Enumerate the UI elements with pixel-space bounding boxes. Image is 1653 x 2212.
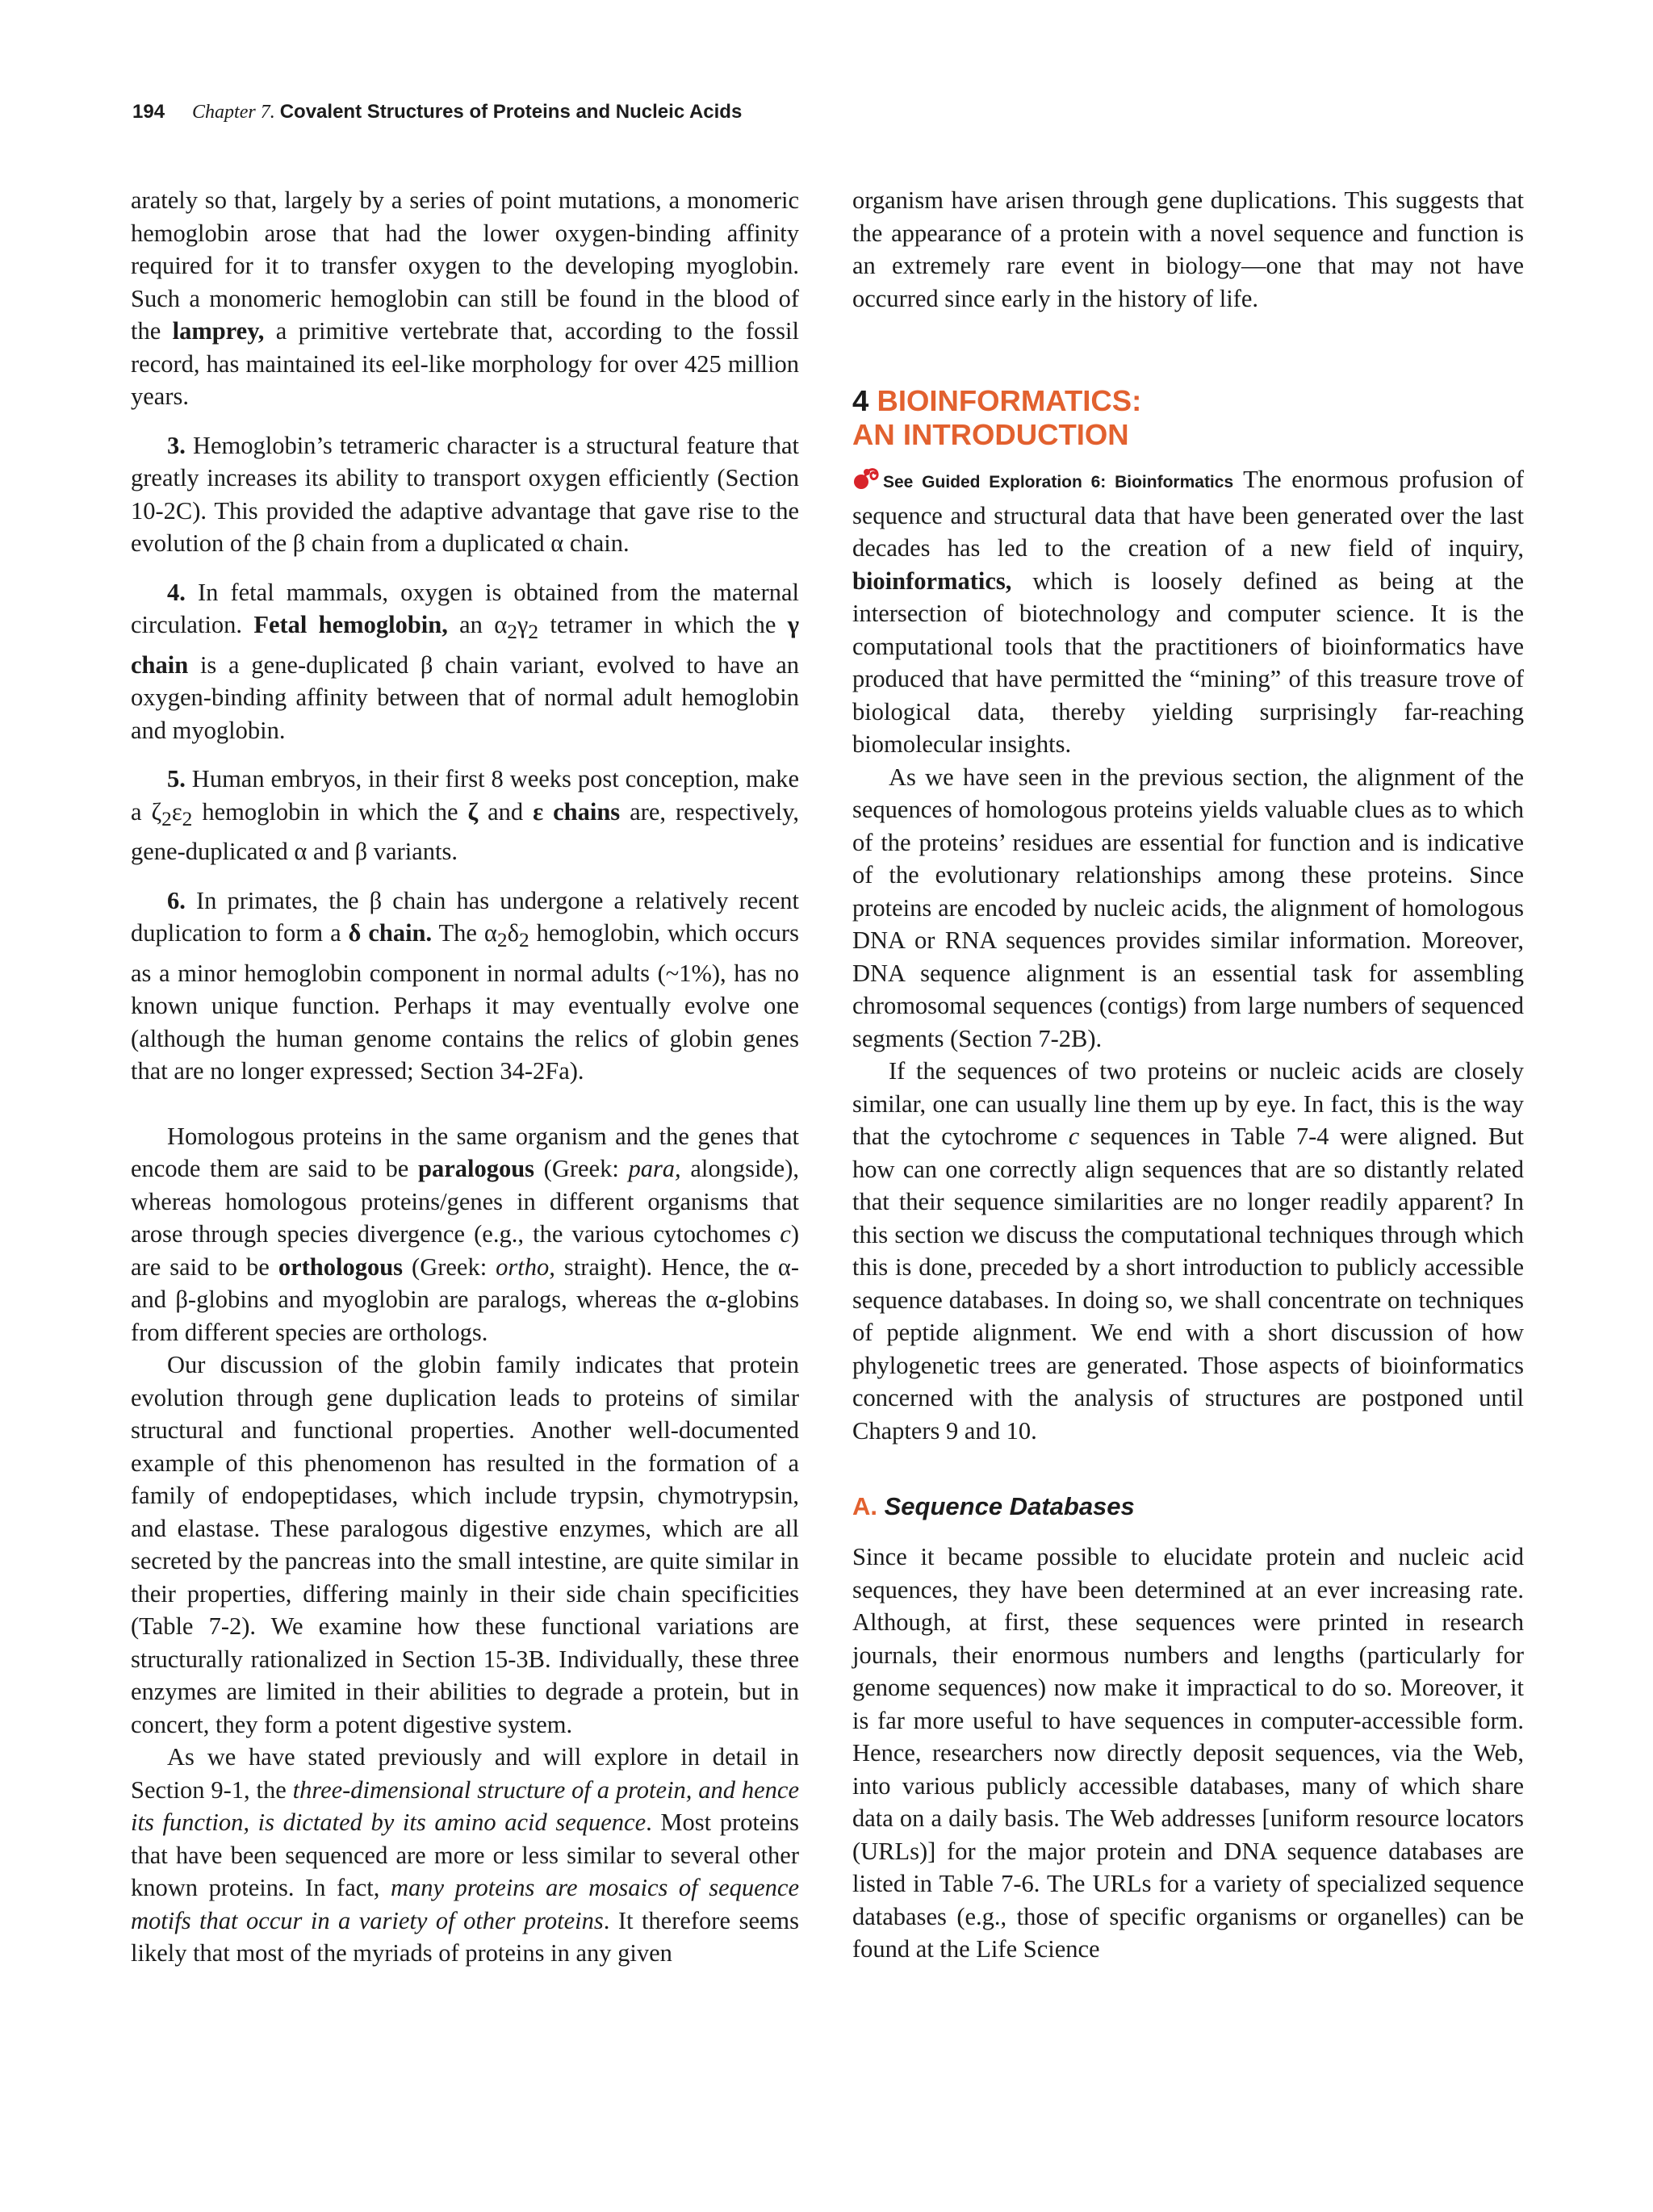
paragraph: If the sequences of two proteins or nucleic acids are closely similar, one can usually line them up by eye. In fact, this is the way that the cytochrome c sequences in Table 7-4 were aligned. But how can one correctly align sequences that are so distantly related that their sequence similarities are no longer readily apparent? In this section we discuss the computational techniques through which this is done, preceded by a short introduction to publicly accessible sequence databases. In doing so, we shall concentrate on techniques of peptide alignment. We end with a short discussion of how phylogenetic trees are generated. Those aspects of bioinformatics concerned with the analysis of structures are postponed until Chapters 9 and 10. — [852, 1057, 1524, 1445]
paragraph: See Guided Exploration 6: Bioinformatics The enormous profusion of sequence and structural data that have been generated over the last decades has led to the creation of a new field of inquiry, bioinformatics, which is loosely defined as being at the intersection of biotechnology and computer science. It is the computational tools that the practitioners of bioinformatics have produced that have permitted the “mining” of this treasure trove of biological data, thereby yielding surprisingly far-reaching biomolecular insights. — [852, 466, 1524, 758]
numbered-paragraph: 4. In fetal mammals, oxygen is obtained from the maternal circulation. Fetal hemoglobin, an $\alpha_2\gamma_2$ tetramer in which the γ chain is a gene-duplicated β chain variant, evolved to have an oxygen-binding affinity between that of normal adult hemoglobin and myoglobin. — [131, 578, 799, 744]
numbered-paragraph: 3. Hemoglobin’s tetrameric character is a structural feature that greatly increases its ability to transport oxygen efficiently (Section 10-2C). This provided the adaptive advantage that gave rise to the evolution of the β chain from a duplicated α chain. — [131, 431, 799, 557]
subsection-heading: A. Sequence Databases — [852, 1492, 1135, 1520]
paragraph: Our discussion of the globin family indicates that protein evolution through gene duplication leads to proteins of similar structural and functional properties. Another well-documented example of this phenomenon has resulted in the formation of a family of endopeptidases, which include trypsin, chymotrypsin, and elastase. These paralogous digestive enzymes, which are all secreted by the pancreas into the small intestine, are quite similar in their properties, differing mainly in their side chain specificities (Table 7-2). We examine how these functional variations are structurally rationalized in Section 15-3B. Individually, these three enzymes are limited in their abilities to degrade a protein, but in concert, they form a potent digestive system. — [131, 1351, 799, 1738]
guided-exploration-icon — [852, 465, 881, 491]
numbered-paragraph: 6. In primates, the β chain has undergone a relatively recent duplication to form a δ chain. The $\alpha_2\delta_2$ hemoglobin, which occurs as a minor hemoglobin component in normal adults (~1%), has no known unique function. Perhaps it may eventually evolve one (although the human genome contains the relics of globin genes that are no longer expressed; Section 34-2Fa). — [131, 886, 799, 1085]
guided-exploration-link[interactable]: See Guided Exploration 6: Bioinformatics — [883, 473, 1234, 491]
numbered-paragraph: 5. Human embryos, in their first 8 weeks post conception, make a $\zeta_2\varepsilon_2$ hemoglobin in which the ζ and ε chains are, respectively, gene-duplicated α and β variants. — [131, 765, 799, 866]
paragraph: arately so that, largely by a series of point mutations, a monomeric hemoglobin arose that had the lower oxygen-binding affinity required for it to transfer oxygen to the developing myoglobin. Such a monomeric hemoglobin can still be found in the blood of the lamprey, a primitive vertebrate that, according to the fossil record, has maintained its eel-like morphology for over 425 million years. — [131, 186, 799, 410]
paragraph: Since it became possible to elucidate protein and nucleic acid sequences, they have been determined at an ever increasing rate. Although, at first, these sequences were printed in research journals, their enormous numbers and lengths (particularly for genome sequences) now make it impractical to do so. Moreover, it is far more useful to have sequences in computer-accessible form. Hence, researchers now directly deposit sequences, via the Web, into various publicly accessible databases, many of which share data on a daily basis. The Web addresses [uniform resource locators (URLs)] for the major protein and DNA sequence databases are listed in Table 7-6. The URLs for a variety of specialized sequence databases (e.g., those of specific organisms or organelles) can be found at the Life Science — [852, 1543, 1524, 1963]
paragraph: As we have seen in the previous section, the alignment of the sequences of homologous proteins yields valuable clues as to which of the proteins’ residues are essential for function and is indicative of the evolutionary relationships among these proteins. Since proteins are encoded by nucleic acids, the alignment of homologous DNA or RNA sequences provides similar information. Moreover, DNA sequence alignment is an essential task for assembling chromosomal sequences (contigs) from large numbers of sequenced segments (Section 7-2B). — [852, 763, 1524, 1052]
page-number: 194 — [132, 101, 165, 123]
paragraph: organism have arisen through gene duplications. This suggests that the appearance of a protein with a novel sequence and function is an extremely rare event in biology—one that may not have occurred since early in the history of life. — [852, 186, 1524, 312]
running-header — [132, 100, 742, 124]
paragraph: Homologous proteins in the same organism and the genes that encode them are said to be paralogous (Greek: para, alongside), whereas homologous proteins/genes in different organisms that arose through species divergence (e.g., the various cytochomes c) are said to be orthologous (Greek: ortho, straight). Hence, the α- and β-globins and myoglobin are paralogs, whereas the α-globins from different species are orthologs. — [131, 1122, 800, 1346]
left-column — [131, 184, 799, 1970]
chapter-label: Chapter 7. — [192, 102, 275, 123]
right-column — [852, 184, 1524, 1966]
section-heading: 4 BIOINFORMATICS: AN INTRODUCTION — [852, 384, 1142, 451]
chapter-title: Covalent Structures of Proteins and Nucleic Acids — [279, 101, 743, 123]
paragraph: As we have stated previously and will explore in detail in Section 9-1, the three-dimensional structure of a protein, and hence its function, is dictated by its amino acid sequence. Most proteins that have been sequenced are more or less similar to several other known proteins. In fact, many proteins are mosaics of sequence motifs that occur in a variety of other proteins. It therefore seems likely that most of the myriads of proteins in any given — [131, 1743, 799, 1967]
